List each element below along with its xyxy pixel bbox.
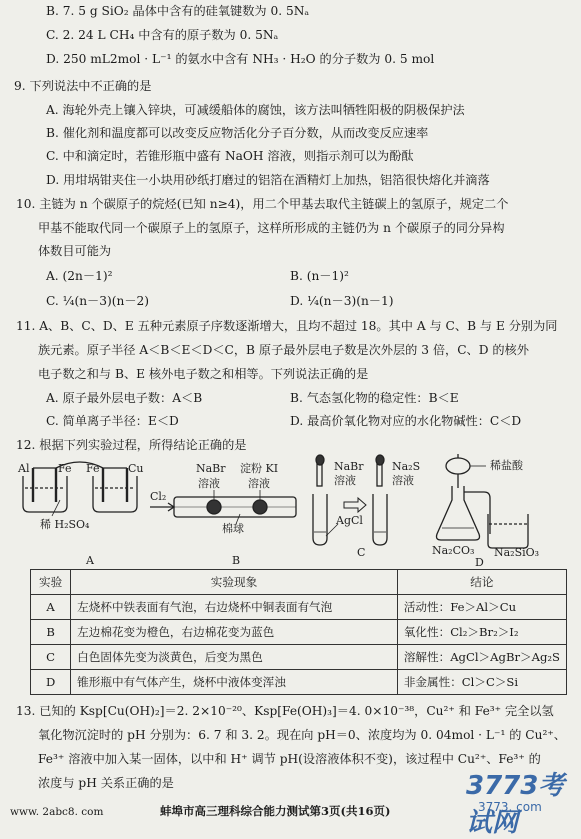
header-experiment: 实验 [31, 570, 71, 595]
label-agcl: AgCl [336, 514, 363, 527]
figure-a [17, 462, 144, 567]
label-cu: Cu [128, 462, 144, 475]
table-row [31, 620, 567, 645]
table-row [31, 670, 567, 695]
question-text: 体数目可能为 [38, 244, 112, 258]
figure-d [432, 454, 539, 569]
row-phenomenon: 锥形瓶中有气体产生，烧杯中液体变浑浊 [71, 670, 398, 695]
header-conclusion: 结论 [397, 570, 566, 595]
option-text: D. 最高价氧化物对应的水化物碱性：C＜D [290, 414, 522, 428]
figure-c [313, 455, 420, 559]
table-row [31, 645, 567, 670]
row-id: A [31, 595, 71, 620]
question-10: 10. 主链为 n 个碳原子的烷烃(已知 n≥4)，用二个甲基去取代主链碳上的氢原子，规定二个 [16, 197, 509, 211]
option-text: B. 催化剂和温度都可以改变反应物活化分子百分数，从而改变反应速率 [46, 126, 429, 140]
label-b: B [232, 554, 241, 567]
label-sol-c1: 溶液 [334, 474, 356, 487]
footer-website: www. 2abc8. com [10, 806, 104, 818]
row-phenomenon: 左边棉花变为橙色，右边棉花变为蓝色 [71, 620, 398, 645]
label-al: Al [18, 462, 30, 475]
row-conclusion: 活动性：Fe＞Al＞Cu [397, 595, 566, 620]
table-row [31, 595, 567, 620]
label-sol-c2: 溶液 [392, 474, 414, 487]
label-na2sio3: Na₂SiO₃ [494, 546, 540, 559]
label-d: D [475, 556, 484, 569]
question-text: 浓度与 pH 关系正确的是 [38, 776, 174, 790]
label-fe: Fe [58, 462, 72, 475]
figure-b [150, 461, 296, 567]
label-fe2: Fe [86, 462, 100, 475]
option-text: A. 原子最外层电子数：A＜B [46, 391, 203, 405]
question-11: 11. A、B、C、D、E 五种元素原子序数逐渐增大，且均不超过 18。其中 A 与 C、B 与 E 分别为同 [16, 319, 558, 333]
results-table [30, 569, 567, 695]
label-c: C [357, 546, 366, 559]
question-text: 电子数之和与 B、E 核外电子数之和相等。下列说法正确的是 [38, 367, 369, 381]
option-text: B. (n－1)² [290, 269, 349, 283]
label-nabr-c: NaBr [334, 460, 364, 473]
watermark-logo: 3773考试网 [466, 771, 565, 838]
watermark-url: 3773. com [478, 800, 542, 814]
label-starch-ki: 淀粉 KI [240, 462, 279, 475]
label-sol1: 溶液 [198, 477, 220, 490]
row-id: B [31, 620, 71, 645]
table-header-row [31, 570, 567, 595]
option-text: C. 中和滴定时，若锥形瓶中盛有 NaOH 溶液，则指示剂可以为酚酞 [46, 149, 414, 163]
question-text: 甲基不能取代同一个碳原子上的氢原子，这样所形成的主链仍为 n 个碳原子的同分异构 [38, 221, 505, 235]
label-na2s: Na₂S [392, 460, 421, 473]
question-text: 氧化物沉淀时的 pH 分别为：6. 7 和 3. 2。现在向 pH＝0、浓度均为 0. 04mol · L⁻¹ 的 Cu²⁺、 [38, 728, 566, 742]
row-phenomenon: 左烧杯中铁表面有气泡，右边烧杯中铜表面有气泡 [71, 595, 398, 620]
option-text: C. 2. 24 L CH₄ 中含有的原子数为 0. 5Nₐ [46, 28, 279, 42]
option-text: D. 用坩埚钳夹住一小块用砂纸打磨过的铝箔在酒精灯上加热，铝箔很快熔化并滴落 [46, 173, 490, 187]
option-text: C. 简单离子半径：E＜D [46, 414, 179, 428]
question-text: Fe³⁺ 溶液中加入某一固体，以中和 H⁺ 调节 pH(设溶液体积不变)，该过程中 Cu²⁺、Fe³⁺ 的 [38, 752, 541, 766]
label-na2co3: Na₂CO₃ [432, 544, 475, 557]
label-cotton: 棉球 [222, 522, 244, 535]
row-conclusion: 氧化性：Cl₂＞Br₂＞I₂ [397, 620, 566, 645]
label-dilute-hcl: 稀盐酸 [490, 459, 523, 472]
experiment-figure [0, 452, 581, 569]
label-cl2: Cl₂ [150, 490, 167, 503]
header-phenomenon: 实验现象 [71, 570, 398, 595]
label-sol2: 溶液 [248, 477, 270, 490]
option-text: A. 海轮外壳上镶入锌块，可减缓船体的腐蚀，该方法叫牺牲阳极的阴极保护法 [46, 103, 465, 117]
label-nabr: NaBr [196, 462, 226, 475]
option-text: D. ¼(n－3)(n－1) [290, 294, 394, 308]
row-id: C [31, 645, 71, 670]
option-text: A. (2n－1)² [46, 269, 113, 283]
footer-page-info: 蚌埠市高三理科综合能力测试第3页(共16页) [160, 804, 391, 818]
option-text: B. 气态氢化物的稳定性：B＜E [290, 391, 459, 405]
row-phenomenon: 白色固体先变为淡黄色，后变为黑色 [71, 645, 398, 670]
label-a: A [86, 554, 94, 567]
option-text: C. ¼(n－3)(n－2) [46, 294, 150, 308]
option-text: B. 7. 5 g SiO₂ 晶体中含有的硅氧键数为 0. 5Nₐ [46, 4, 310, 18]
label-dilute-h2so4: 稀 H₂SO₄ [40, 518, 90, 531]
option-text: D. 250 mL2mol · L⁻¹ 的氨水中含有 NH₃ · H₂O 的分子数为 0. 5 mol [46, 52, 435, 66]
question-text: 族元素。原子半径 A＜B＜E＜D＜C，B 原子最外层电子数是次外层的 3 倍，C、D 的核外 [38, 343, 529, 357]
row-conclusion: 非金属性：Cl＞C＞Si [397, 670, 566, 695]
question-9: 9. 下列说法中不正确的是 [14, 79, 152, 93]
question-12: 12. 根据下列实验过程，所得结论正确的是 [16, 438, 247, 452]
row-id: D [31, 670, 71, 695]
question-13: 13. 已知的 Ksp[Cu(OH)₂]＝2. 2×10⁻²⁰、Ksp[Fe(OH)₃]＝4. 0×10⁻³⁸，Cu²⁺ 和 Fe³⁺ 完全以氢 [16, 704, 554, 718]
row-conclusion: 溶解性：AgCl＞AgBr＞Ag₂S [397, 645, 566, 670]
